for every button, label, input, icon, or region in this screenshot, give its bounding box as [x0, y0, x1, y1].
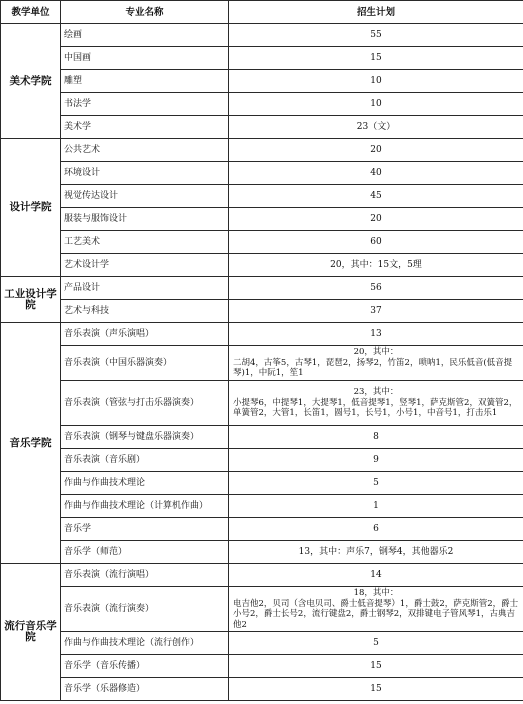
plan-cell: 6 — [229, 518, 523, 541]
table-row — [1, 47, 523, 70]
plan-cell: 10 — [229, 70, 523, 93]
plan-cell: 15 — [229, 678, 523, 701]
plan-cell: 15 — [229, 655, 523, 678]
major-cell: 作曲与作曲技术理论 — [61, 472, 229, 495]
table-row — [1, 323, 523, 346]
unit-cell-design: 设计学院 — [1, 139, 61, 277]
table-row — [1, 24, 523, 47]
unit-cell-pop-music: 流行音乐学院 — [1, 564, 61, 701]
table-row — [1, 277, 523, 300]
table-row — [1, 139, 523, 162]
major-cell: 音乐表演（声乐演唱） — [61, 323, 229, 346]
plan-cell: 5 — [229, 472, 523, 495]
table-row — [1, 381, 523, 426]
major-cell: 公共艺术 — [61, 139, 229, 162]
major-cell: 书法学 — [61, 93, 229, 116]
table-row — [1, 346, 523, 381]
plan-cell-detail: 小提琴6，中提琴1，大提琴1，低音提琴1，竖琴1，萨克斯管2，双簧管2，单簧管2，大管1，长笛1，圆号1，长号1，小号1，中音号1，打击乐1 — [233, 397, 518, 419]
plan-cell-head: 18，其中： — [353, 588, 399, 598]
major-cell: 环境设计 — [61, 162, 229, 185]
major-cell: 音乐表演（中国乐器演奏） — [61, 346, 229, 381]
table-row — [1, 116, 523, 139]
major-cell: 艺术设计学 — [61, 254, 229, 277]
plan-cell-multiline — [229, 381, 523, 426]
plan-cell-head: 23，其中： — [353, 387, 399, 398]
table-row — [1, 254, 523, 277]
plan-cell: 37 — [229, 300, 523, 323]
major-cell: 作曲与作曲技术理论（流行创作） — [61, 632, 229, 655]
header-unit: 教学单位 — [1, 1, 61, 24]
plan-cell: 5 — [229, 632, 523, 655]
plan-cell: 20 — [229, 208, 523, 231]
plan-cell: 56 — [229, 277, 523, 300]
plan-cell: 14 — [229, 564, 523, 587]
table-row — [1, 231, 523, 254]
plan-cell: 13 — [229, 323, 523, 346]
table-row — [1, 632, 523, 655]
table-row — [1, 472, 523, 495]
plan-cell-head: 20，其中： — [353, 347, 399, 358]
major-cell: 雕塑 — [61, 70, 229, 93]
table-row — [1, 495, 523, 518]
unit-cell-music: 音乐学院 — [1, 323, 61, 564]
plan-cell: 10 — [229, 93, 523, 116]
major-cell: 音乐表演（管弦与打击乐器演奏） — [61, 381, 229, 426]
plan-cell: 20，其中：15文，5理 — [229, 254, 523, 277]
header-plan: 招生计划 — [229, 1, 523, 24]
plan-cell: 60 — [229, 231, 523, 254]
major-cell: 音乐表演（音乐剧） — [61, 449, 229, 472]
table-row — [1, 678, 523, 701]
plan-cell: 1 — [229, 495, 523, 518]
table-row — [1, 564, 523, 587]
major-cell: 作曲与作曲技术理论（计算机作曲） — [61, 495, 229, 518]
major-cell: 服装与服饰设计 — [61, 208, 229, 231]
table-row — [1, 449, 523, 472]
plan-cell-multiline — [229, 346, 523, 381]
major-cell: 产品设计 — [61, 277, 229, 300]
major-cell: 音乐学（音乐传播） — [61, 655, 229, 678]
table-row — [1, 162, 523, 185]
table-row — [1, 518, 523, 541]
plan-cell-detail: 二胡4，古筝5，古琴1，琵琶2，扬琴2，竹笛2，唢呐1，民乐低音(低音提琴)1，中阮1，笙1 — [233, 357, 513, 379]
major-cell: 中国画 — [61, 47, 229, 70]
major-cell: 音乐学（乐器修造） — [61, 678, 229, 701]
plan-cell: 20 — [229, 139, 523, 162]
major-cell: 视觉传达设计 — [61, 185, 229, 208]
unit-cell-fine-arts: 美术学院 — [1, 24, 61, 139]
major-cell: 音乐学 — [61, 518, 229, 541]
header-major: 专业名称 — [61, 1, 229, 24]
plan-cell: 23（文） — [229, 116, 523, 139]
plan-cell: 9 — [229, 449, 523, 472]
table-row — [1, 655, 523, 678]
major-cell: 音乐表演（流行演奏） — [61, 587, 229, 632]
plan-cell-multiline — [229, 587, 523, 632]
major-cell: 艺术与科技 — [61, 300, 229, 323]
plan-cell: 55 — [229, 24, 523, 47]
table-row — [1, 587, 523, 632]
header-row — [1, 1, 523, 24]
major-cell: 音乐表演（钢琴与键盘乐器演奏） — [61, 426, 229, 449]
plan-cell: 45 — [229, 185, 523, 208]
major-cell: 绘画 — [61, 24, 229, 47]
major-cell: 音乐学（师范） — [61, 541, 229, 564]
unit-cell-industrial-design: 工业设计学院 — [1, 277, 61, 323]
plan-cell: 15 — [229, 47, 523, 70]
major-cell: 美术学 — [61, 116, 229, 139]
table-row — [1, 93, 523, 116]
table-row — [1, 426, 523, 449]
table-row — [1, 300, 523, 323]
table-row — [1, 185, 523, 208]
table-row — [1, 70, 523, 93]
plan-cell: 8 — [229, 426, 523, 449]
plan-cell: 13，其中：声乐7，钢琴4，其他器乐2 — [229, 541, 523, 564]
table-row — [1, 208, 523, 231]
table-row — [1, 541, 523, 564]
major-cell: 音乐表演（流行演唱） — [61, 564, 229, 587]
plan-cell: 40 — [229, 162, 523, 185]
plan-cell-detail: 电吉他2，贝司（含电贝司、爵士低音提琴）1，爵士鼓2，萨克斯管2，爵士小号2，爵士长号2，流行键盘2，爵士钢琴2，双排键电子管风琴1，古典吉他2 — [233, 598, 519, 630]
major-cell: 工艺美术 — [61, 231, 229, 254]
